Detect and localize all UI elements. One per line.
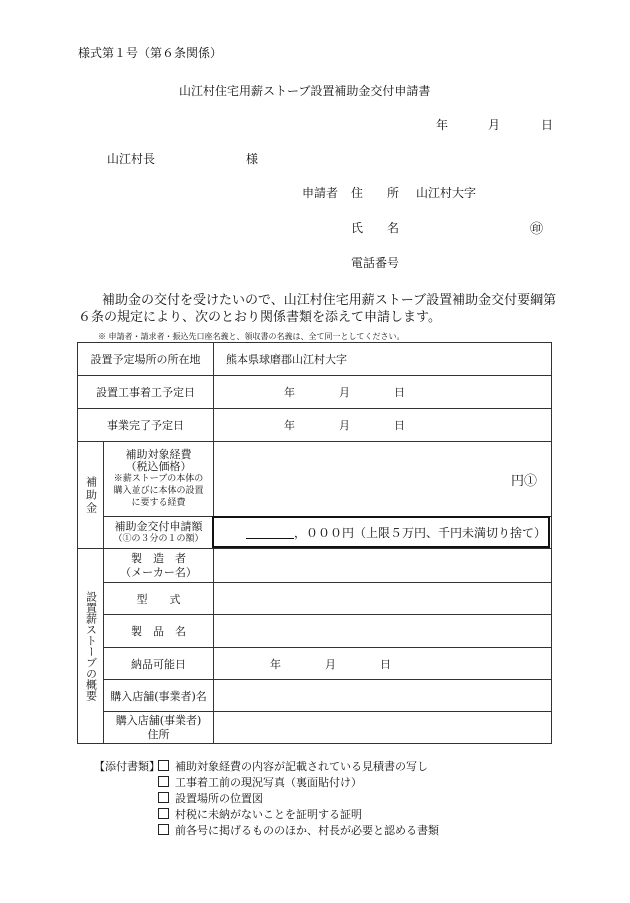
- eligible-cost-label-cell: [104, 442, 214, 517]
- maker-sub: （メーカー名）: [120, 565, 197, 579]
- finish-date-field[interactable]: [214, 409, 552, 442]
- applicant-label: 申請者: [302, 186, 339, 200]
- finish-date-label: 事業完了予定日: [78, 409, 214, 442]
- name-label: 氏 名: [351, 221, 400, 235]
- name-consistency-note: ※ 申請者・請求者・振込先口座名義と、領収書の名義は、全て同一としてください。: [98, 332, 405, 341]
- finish-year: 年: [284, 419, 295, 432]
- stove-group-text: 設置薪ストーブの概要: [84, 591, 98, 701]
- attachment-item[interactable]: [158, 774, 362, 790]
- phone-label: 電話番号: [351, 256, 400, 270]
- attachment-item[interactable]: [158, 822, 439, 838]
- location-value[interactable]: 熊本県球磨郡山江村大字: [214, 343, 552, 376]
- location-row: [78, 343, 552, 376]
- subsidy-group-text: 補助金: [84, 475, 98, 515]
- eligible-cost-unit: 円①: [510, 473, 537, 489]
- shop-address-label-cell: [104, 712, 214, 744]
- checkbox[interactable]: [158, 824, 169, 835]
- delivery-month: 月: [325, 657, 336, 671]
- shop-name-row: [78, 680, 552, 712]
- eligible-cost-note-3: に要する経費: [131, 498, 186, 508]
- request-amount-text: ，０００円（上限５万円、千円未満切り捨て）: [294, 526, 547, 540]
- model-row: [78, 583, 552, 615]
- start-year: 年: [284, 386, 295, 399]
- address-label: 住 所: [351, 186, 400, 200]
- seal-mark: ㊞: [530, 222, 544, 237]
- eligible-cost-tax: （税込価格）: [125, 460, 192, 473]
- start-date-row: [78, 376, 552, 409]
- eligible-cost-row: [78, 442, 552, 517]
- request-label-cell: [104, 517, 214, 549]
- checkbox[interactable]: [158, 760, 169, 771]
- maker-row: [78, 549, 552, 583]
- attachment-item[interactable]: [158, 790, 263, 806]
- attachment-item[interactable]: [158, 758, 428, 774]
- maker-field[interactable]: [214, 549, 552, 583]
- request-note: （①の３分の１の額）: [113, 533, 204, 544]
- delivery-field[interactable]: [214, 648, 552, 680]
- finish-date-row: [78, 409, 552, 442]
- attachments-label: 【添付書類】: [94, 760, 160, 773]
- finish-day: 日: [394, 419, 405, 432]
- delivery-day: 日: [380, 657, 391, 671]
- body-line-1: 補助金の交付を受けたいので、山江村住宅用薪ストーブ設置補助金交付要綱第: [102, 293, 557, 308]
- start-month: 月: [339, 386, 350, 399]
- product-field[interactable]: [214, 615, 552, 648]
- location-label: 設置予定場所の所在地: [78, 343, 214, 376]
- maker-label-cell: [104, 549, 214, 583]
- finish-month: 月: [339, 419, 350, 432]
- date-day-label: 日: [541, 118, 554, 132]
- shop-address-label-1: 購入店舗(事業者): [115, 713, 202, 727]
- checkbox[interactable]: [158, 792, 169, 803]
- start-date-label: 設置工事着工予定日: [78, 376, 214, 409]
- attachment-item-text: 補助対象経費の内容が記載されている見積書の写し: [175, 760, 428, 773]
- delivery-label: 納品可能日: [104, 648, 214, 680]
- checkbox[interactable]: [158, 776, 169, 787]
- date-month-label: 月: [488, 118, 501, 132]
- stove-group-label: [78, 549, 104, 744]
- delivery-year: 年: [270, 657, 281, 671]
- shop-name-field[interactable]: [214, 680, 552, 712]
- addressee-name: 山江村長: [107, 152, 156, 166]
- subsidy-group-label: [78, 442, 104, 549]
- body-line-2: ６条の規定により、次のとおり関係書類を添えて申請します。: [78, 310, 441, 325]
- maker-label: 製 造 者: [131, 551, 186, 565]
- start-date-field[interactable]: [214, 376, 552, 409]
- product-label: 製 品 名: [104, 615, 214, 648]
- addressee-honorific: 様: [246, 152, 259, 166]
- address-value[interactable]: 山江村大字: [416, 186, 477, 200]
- eligible-cost-note-1: ※薪ストーブの本体の: [113, 474, 204, 484]
- request-label: 補助金交付申請額: [114, 519, 203, 533]
- start-day: 日: [394, 386, 405, 399]
- eligible-cost-field[interactable]: [214, 442, 552, 517]
- eligible-cost-label: 補助対象経費: [125, 448, 192, 461]
- shop-address-field[interactable]: [214, 712, 552, 744]
- attachment-item-text: 村税に未納がないことを証明する証明: [175, 808, 362, 821]
- shop-name-label: 購入店舗(事業者)名: [104, 680, 214, 712]
- model-field[interactable]: [214, 583, 552, 615]
- shop-address-label-2: 住所: [147, 727, 170, 741]
- product-row: [78, 615, 552, 648]
- date-year-label: 年: [436, 118, 449, 132]
- checkbox[interactable]: [158, 808, 169, 819]
- delivery-row: [78, 648, 552, 680]
- attachment-item-text: 工事着工前の現況写真（裏面貼付け）: [175, 776, 362, 789]
- shop-address-row: [78, 712, 552, 744]
- attachment-item-text: 設置場所の位置図: [175, 792, 263, 805]
- form-number: 様式第１号（第６条関係）: [78, 46, 223, 60]
- attachment-item[interactable]: [158, 806, 362, 822]
- model-label: 型 式: [104, 583, 214, 615]
- attachment-item-text: 前各号に掲げるもののほか、村長が必要と認める書類: [175, 824, 439, 837]
- page-title: 山江村住宅用薪ストーブ設置補助金交付申請書: [179, 84, 431, 98]
- request-amount-highlight-box: [212, 516, 550, 548]
- eligible-cost-note-2: 購入並びに本体の設置: [113, 486, 204, 496]
